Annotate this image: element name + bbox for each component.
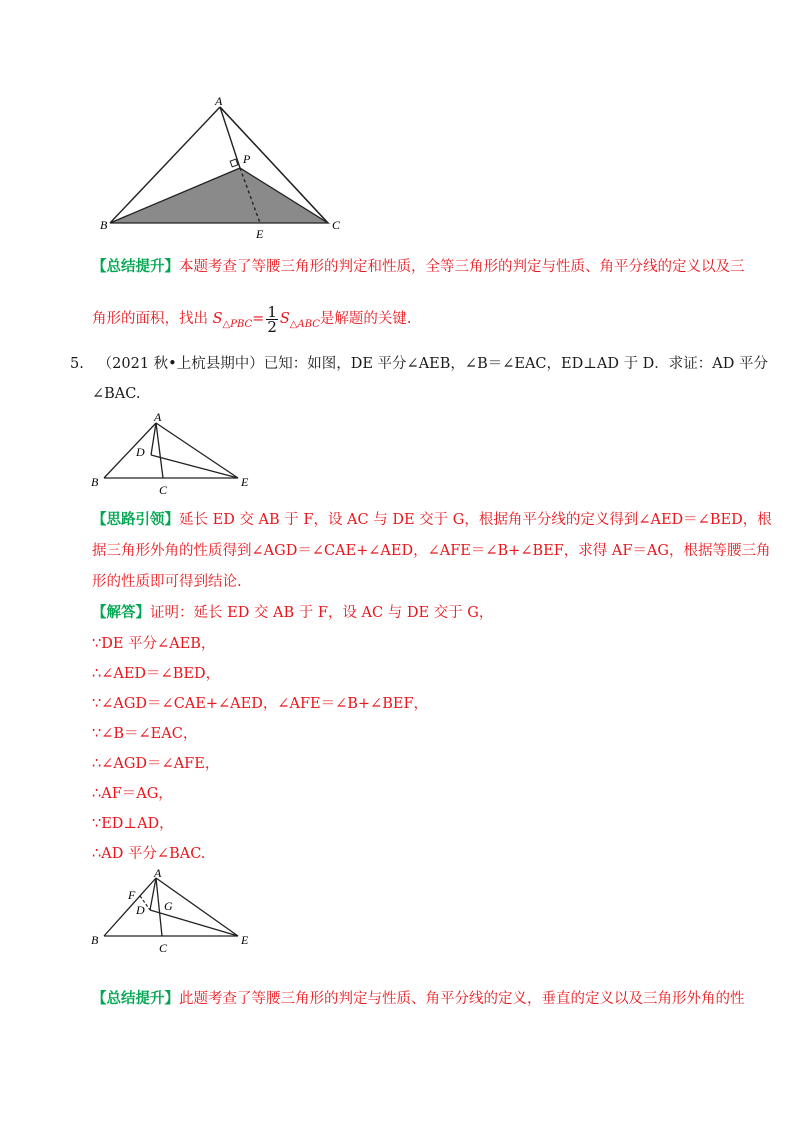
label-a: A (215, 94, 223, 108)
fraction-one-half: $\frac{1}{2}$ (267, 302, 277, 336)
figure-question-5 (86, 410, 266, 500)
figure-answer (86, 866, 266, 956)
summary-tag: 【总结提升】 (92, 990, 179, 1007)
question-5-line-1: 5. （2021 秋•上杭县期中）已知：如图，DE 平分∠AEB，∠B＝∠EAC，ED⊥AD 于 D．求证：AD 平分 (70, 356, 769, 372)
label-p: P (243, 152, 251, 166)
answer-line-0: 【解答】证明：延长 ED 交 AB 于 F，设 AC 与 DE 交于 G， (92, 604, 494, 621)
label-e: E (241, 475, 249, 489)
figure-triangle-abc-p (88, 92, 358, 242)
answer-step: ∴∠AED＝∠BED， (92, 666, 221, 682)
hint-line-3: 形的性质即可得到结论. (92, 574, 242, 590)
answer-step: ∵∠B＝∠EAC， (92, 726, 198, 742)
label-c: C (332, 218, 341, 232)
label-c: C (159, 483, 168, 497)
label-a: A (154, 410, 162, 424)
label-g: G (164, 899, 173, 913)
label-e: E (241, 933, 249, 947)
answer-step: ∵ED⊥AD， (92, 816, 174, 832)
label-a: A (154, 866, 162, 880)
summary-2-line-1: 【总结提升】此题考查了等腰三角形的判定与性质、角平分线的定义，垂直的定义以及三角形外角的性 (92, 990, 745, 1007)
answer-tag: 【解答】 (92, 604, 150, 621)
answer-step: ∵∠AGD＝∠CAE+∠AED，∠AFE＝∠B+∠BEF， (92, 696, 429, 712)
label-b: B (91, 933, 99, 947)
question-5-line-2: ∠BAC. (92, 386, 141, 402)
summary-1-line-2: 角形的面积，找出 $S_{\triangle PBC}=$ $\frac{1}{2}$ $S_{\triangle ABC}$是解题的关键. (92, 302, 412, 336)
summary-1-line-1: 【总结提升】本题考查了等腰三角形的判定和性质，全等三角形的判定与性质、角平分线的定义以及三 (92, 258, 745, 275)
label-f: F (128, 888, 136, 902)
hint-line-2: 据三角形外角的性质得到∠AGD＝∠CAE+∠AED，∠AFE＝∠B+∠BEF，求得 AF＝AG，根据等腰三角 (92, 543, 771, 559)
label-b: B (100, 218, 108, 232)
label-b: B (91, 475, 99, 489)
shaded-triangle-pbc (110, 168, 328, 223)
label-d: D (136, 903, 145, 917)
answer-step: ∴∠AGD＝∠AFE， (92, 756, 220, 772)
hint-line-1: 【思路引领】延长 ED 交 AB 于 F，设 AC 与 DE 交于 G，根据角平分线的定义得到∠AED＝∠BED，根 (92, 511, 772, 528)
label-c: C (159, 941, 168, 955)
question-number: 5. (70, 356, 84, 372)
answer-step: ∴AF＝AG， (92, 786, 173, 802)
hint-tag: 【思路引领】 (92, 511, 179, 528)
answer-step: ∴AD 平分∠BAC. (92, 846, 206, 862)
answer-step: ∵DE 平分∠AEB， (92, 636, 216, 652)
summary-tag: 【总结提升】 (92, 258, 179, 275)
label-e: E (256, 227, 264, 241)
label-d: D (136, 445, 145, 459)
